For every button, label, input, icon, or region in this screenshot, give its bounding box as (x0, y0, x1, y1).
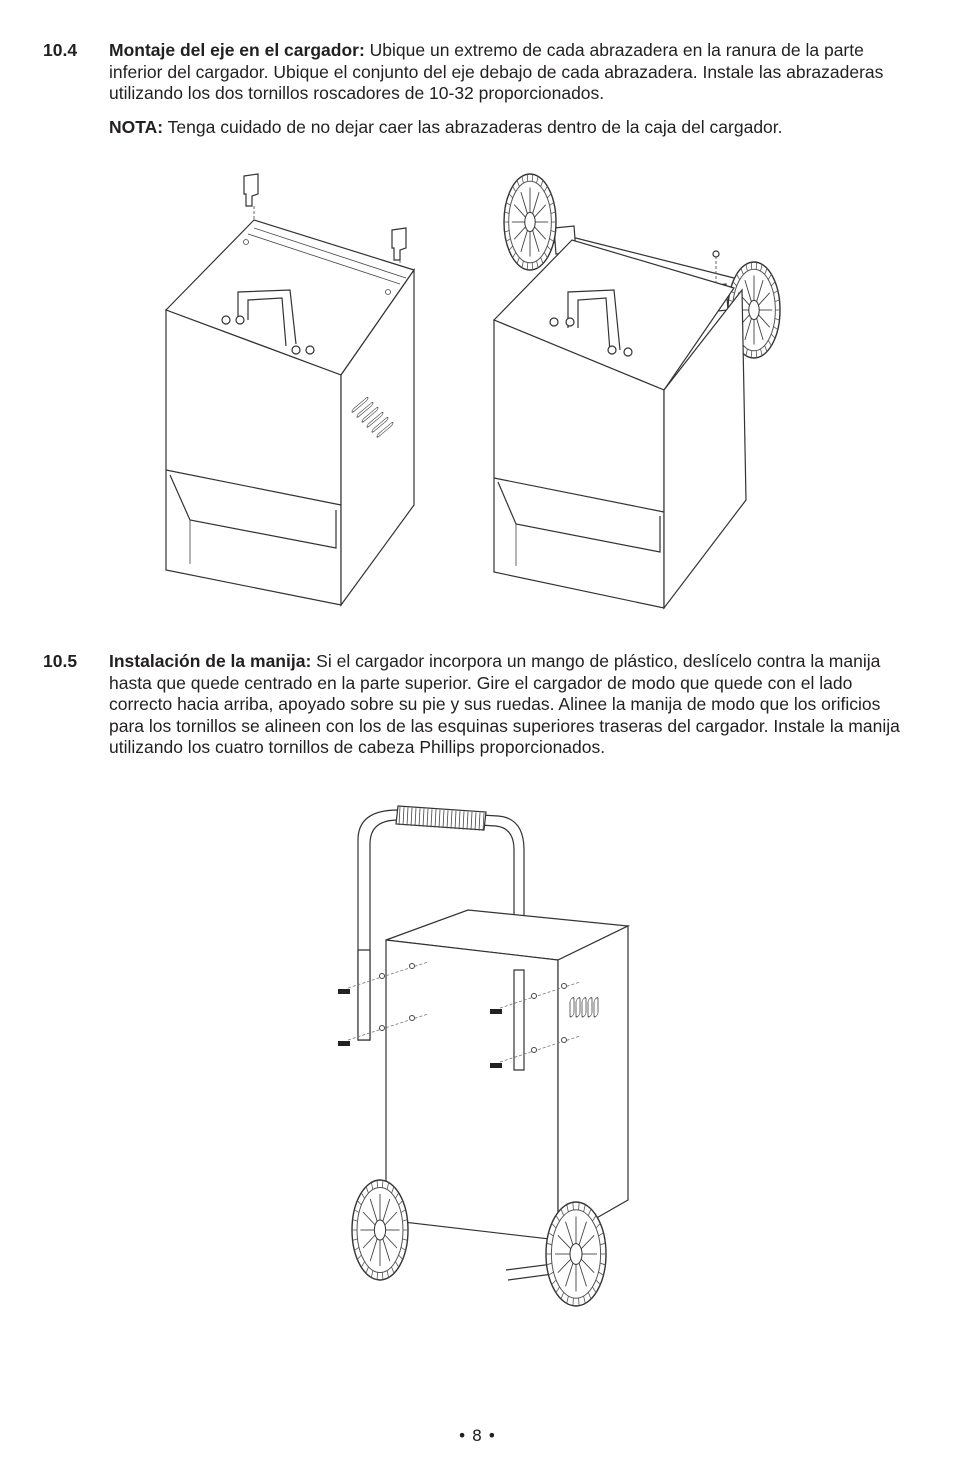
section-body (109, 40, 914, 138)
section-text: Ubique un extremo de cada abrazadera en la ranura de la parte inferior del cargador. Ubique el conjunto del eje debajo de cada abrazadera. Instale las abrazaderas utilizando los dos tornillos roscadores de 10-32 proporcionados. (109, 40, 884, 103)
note-text: Tenga cuidado de no dejar caer las abrazaderas dentro de la caja del cargador. (163, 116, 783, 137)
charger-brackets-figure (156, 160, 434, 615)
section-number: 10.5 (43, 651, 78, 671)
note-lead: NOTA: (109, 116, 164, 137)
charger-axle-wheels-figure (484, 160, 794, 615)
section-lead: Montaje del eje en el cargador: (109, 40, 365, 60)
section-body (109, 651, 914, 759)
section-paragraph (109, 651, 914, 759)
note-paragraph (109, 117, 914, 139)
section-text: Si el cargador incorpora un mango de plástico, deslícelo contra la manija hasta que quede centrado en la parte superior. Gire el cargador de modo que quede con el lado correcto hacia arriba, apoyado sobre su pie y sus ruedas. Alinee la manija de modo que los orificios para los tornillos se alineen con los de las esquinas superiores traseras del cargador. Instale la manija utilizando los cuatro tornillos de cabeza Phillips proporcionados. (109, 651, 900, 757)
page-number: • 8 • (457, 1426, 497, 1445)
section-paragraph (109, 40, 914, 105)
charger-handle-figure (318, 800, 638, 1310)
section-number: 10.4 (43, 40, 78, 60)
section-lead: Instalación de la manija: (109, 651, 312, 671)
